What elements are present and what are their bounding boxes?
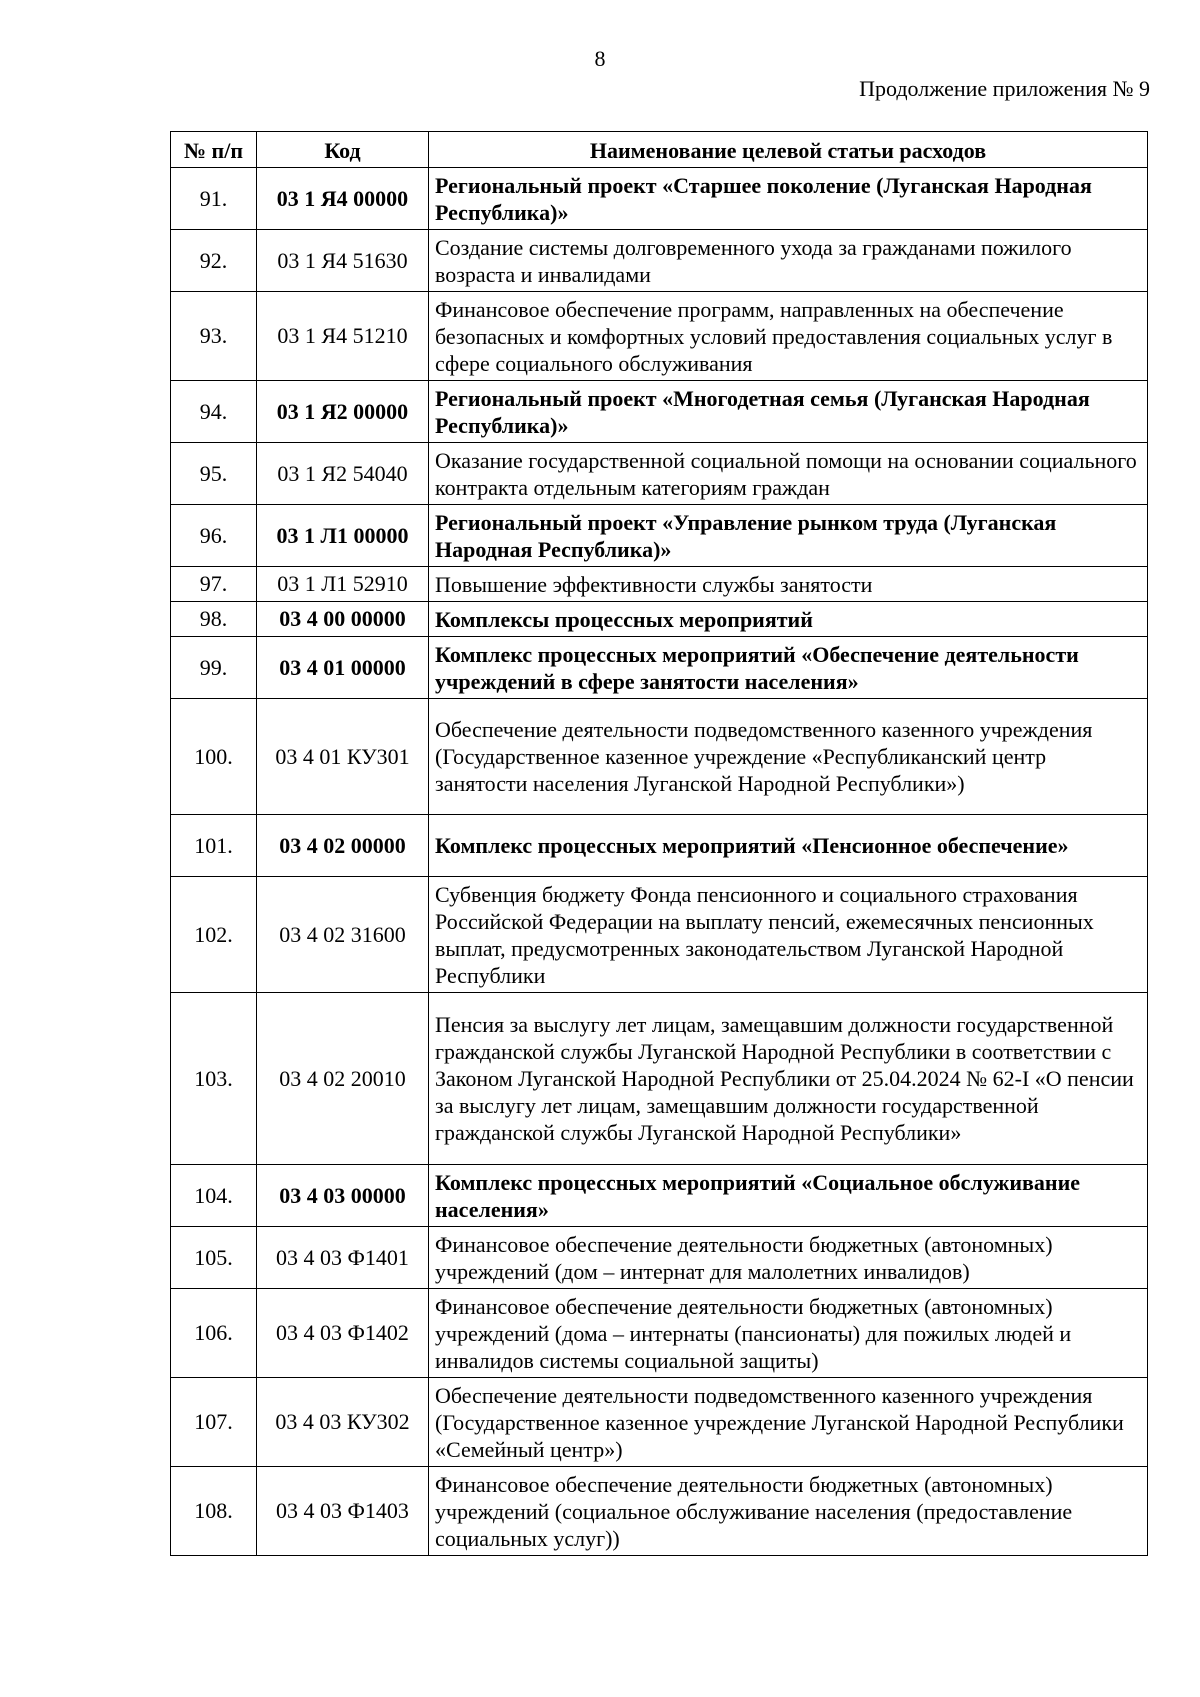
row-code-cell: 03 4 01 00000 [257, 637, 429, 699]
page-number: 8 [594, 46, 606, 71]
row-number-cell: 94. [171, 381, 257, 443]
row-number-cell: 91. [171, 168, 257, 230]
row-name-cell: Комплекс процессных мероприятий «Социальное обслуживание населения» [429, 1165, 1148, 1227]
row-name-cell: Финансовое обеспечение деятельности бюджетных (автономных) учреждений (дома – интернаты (пансионаты) для пожилых людей и инвалидов системы социальной защиты) [429, 1289, 1148, 1378]
table-row [171, 699, 1148, 815]
table-row [171, 877, 1148, 993]
row-name-cell: Пенсия за выслугу лет лицам, замещавшим должности государственной гражданской службы Луганской Народной Республики в соответствии с Законом Луганской Народной Республики от 25.04.2024 № 62-I «О пенсии за выслугу лет лицам, замещавшим должности государственной гражданской службы Луганской Народной Республики» [429, 993, 1148, 1165]
column-header-code: Код [257, 132, 429, 168]
row-name-cell: Обеспечение деятельности подведомственного казенного учреждения (Государственное казенное учреждение «Республиканский центр занятости населения Луганской Народной Республики») [429, 699, 1148, 815]
table-row [171, 1289, 1148, 1378]
row-name-cell: Комплексы процессных мероприятий [429, 602, 1148, 637]
row-number-cell: 102. [171, 877, 257, 993]
row-code-cell: 03 4 02 00000 [257, 815, 429, 877]
table-row [171, 815, 1148, 877]
table-row [171, 1227, 1148, 1289]
table-row [171, 230, 1148, 292]
row-name-cell: Комплекс процессных мероприятий «Пенсионное обеспечение» [429, 815, 1148, 877]
table-row [171, 602, 1148, 637]
row-code-cell: 03 1 Я4 51630 [257, 230, 429, 292]
row-name-cell: Финансовое обеспечение деятельности бюджетных (автономных) учреждений (дом – интернат для малолетних инвалидов) [429, 1227, 1148, 1289]
row-code-cell: 03 1 Я2 00000 [257, 381, 429, 443]
row-name-cell: Создание системы долговременного ухода за гражданами пожилого возраста и инвалидами [429, 230, 1148, 292]
row-number-cell: 104. [171, 1165, 257, 1227]
row-name-cell: Обеспечение деятельности подведомственного казенного учреждения (Государственное казенное учреждение Луганской Народной Республики «Семейный центр») [429, 1378, 1148, 1467]
row-number-cell: 101. [171, 815, 257, 877]
row-name-cell: Региональный проект «Управление рынком труда (Луганская Народная Республика)» [429, 505, 1148, 567]
row-name-cell: Региональный проект «Старшее поколение (Луганская Народная Республика)» [429, 168, 1148, 230]
column-header-name: Наименование целевой статьи расходов [429, 132, 1148, 168]
row-code-cell: 03 4 00 00000 [257, 602, 429, 637]
table-row [171, 292, 1148, 381]
row-code-cell: 03 1 Я2 54040 [257, 443, 429, 505]
row-code-cell: 03 1 Л1 00000 [257, 505, 429, 567]
appendix-continuation-label: Продолжение приложения № 9 [859, 76, 1150, 101]
row-number-cell: 103. [171, 993, 257, 1165]
row-code-cell: 03 4 03 КУ302 [257, 1378, 429, 1467]
table-row [171, 381, 1148, 443]
row-code-cell: 03 4 03 Ф1402 [257, 1289, 429, 1378]
row-number-cell: 98. [171, 602, 257, 637]
table-row [171, 1165, 1148, 1227]
row-number-cell: 93. [171, 292, 257, 381]
row-number-cell: 105. [171, 1227, 257, 1289]
row-code-cell: 03 4 03 00000 [257, 1165, 429, 1227]
row-name-cell: Субвенция бюджету Фонда пенсионного и социального страхования Российской Федерации на выплату пенсий, ежемесячных пенсионных выплат, предусмотренных законодательством Луганской Народной Республики [429, 877, 1148, 993]
row-number-cell: 97. [171, 567, 257, 602]
row-code-cell: 03 4 03 Ф1403 [257, 1467, 429, 1556]
row-number-cell: 100. [171, 699, 257, 815]
table-row [171, 1378, 1148, 1467]
row-name-cell: Финансовое обеспечение программ, направленных на обеспечение безопасных и комфортных условий предоставления социальных услуг в сфере социального обслуживания [429, 292, 1148, 381]
row-code-cell: 03 4 02 31600 [257, 877, 429, 993]
row-code-cell: 03 4 02 20010 [257, 993, 429, 1165]
row-number-cell: 106. [171, 1289, 257, 1378]
table-row [171, 505, 1148, 567]
row-number-cell: 92. [171, 230, 257, 292]
table-row [171, 993, 1148, 1165]
row-name-cell: Финансовое обеспечение деятельности бюджетных (автономных) учреждений (социальное обслуживание населения (предоставление социальных услуг)) [429, 1467, 1148, 1556]
row-name-cell: Оказание государственной социальной помощи на основании социального контракта отдельным категориям граждан [429, 443, 1148, 505]
table-row [171, 168, 1148, 230]
row-code-cell: 03 1 Я4 51210 [257, 292, 429, 381]
row-code-cell: 03 1 Я4 00000 [257, 168, 429, 230]
table-row [171, 567, 1148, 602]
table-row [171, 1467, 1148, 1556]
table-row [171, 443, 1148, 505]
row-name-cell: Комплекс процессных мероприятий «Обеспечение деятельности учреждений в сфере занятости населения» [429, 637, 1148, 699]
row-number-cell: 107. [171, 1378, 257, 1467]
row-number-cell: 95. [171, 443, 257, 505]
row-name-cell: Региональный проект «Многодетная семья (Луганская Народная Республика)» [429, 381, 1148, 443]
row-code-cell: 03 4 01 КУ301 [257, 699, 429, 815]
column-header-number: № п/п [171, 132, 257, 168]
row-name-cell: Повышение эффективности службы занятости [429, 567, 1148, 602]
target-expenditure-table [170, 131, 1148, 1556]
row-number-cell: 96. [171, 505, 257, 567]
row-number-cell: 108. [171, 1467, 257, 1556]
table-header-row [171, 132, 1148, 168]
table-row [171, 637, 1148, 699]
row-code-cell: 03 1 Л1 52910 [257, 567, 429, 602]
row-number-cell: 99. [171, 637, 257, 699]
row-code-cell: 03 4 03 Ф1401 [257, 1227, 429, 1289]
